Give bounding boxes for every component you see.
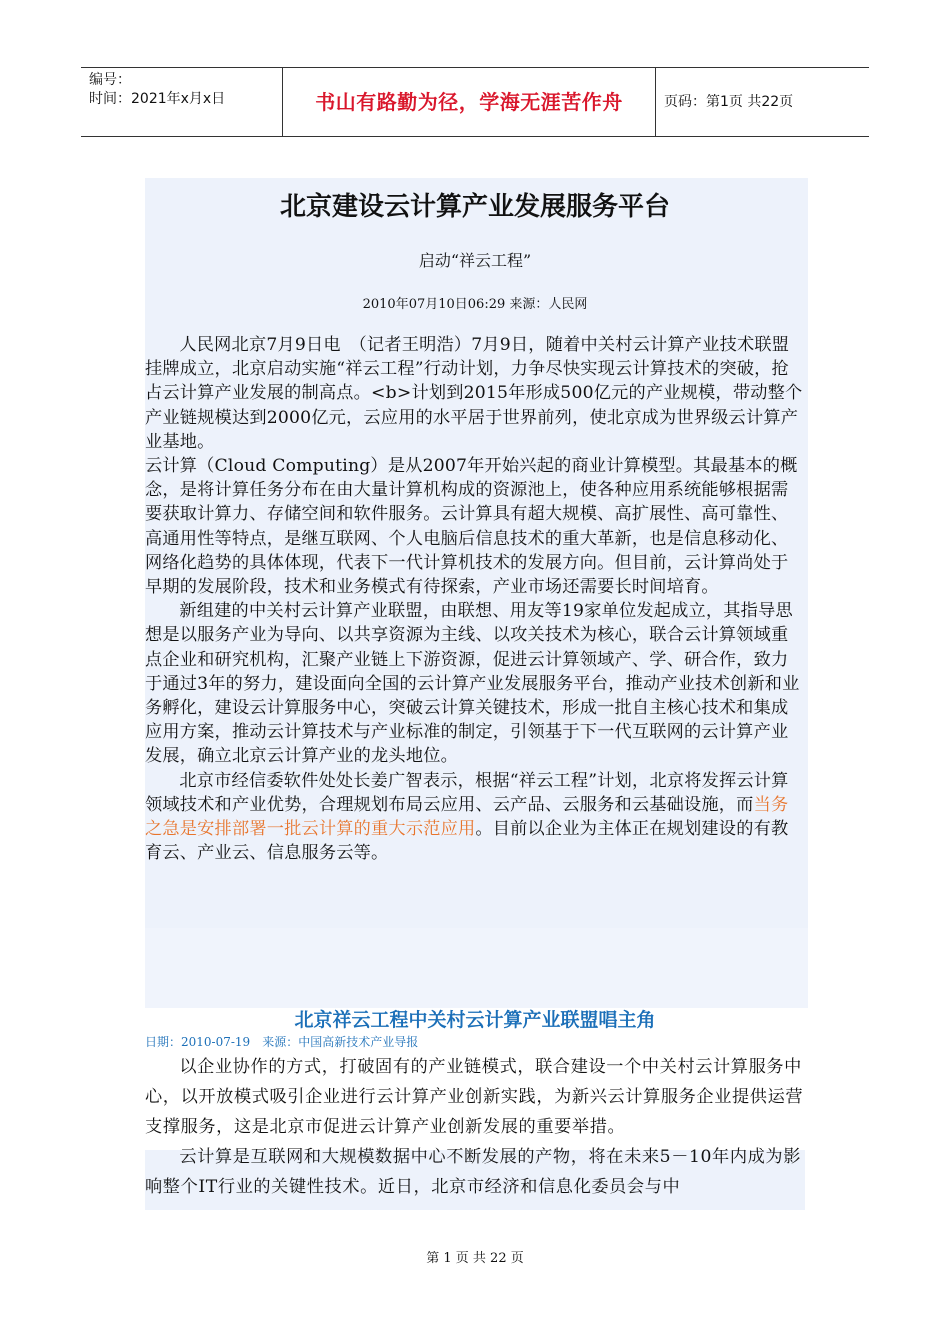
header-doc-info (81, 68, 282, 136)
article2-title: 北京祥云工程中关村云计算产业联盟唱主角 (294, 1009, 656, 1031)
article1-body (145, 333, 805, 865)
article1-paragraph-4 (145, 769, 805, 866)
article-gap-background (145, 928, 808, 1008)
header-motto: 书山有路勤为径，学海无涯苦作舟 (282, 68, 656, 136)
article1-paragraph-2: 云计算（Cloud Computing）是从2007年开始兴起的商业计算模型。其最基本的概念，是将计算任务分布在由大量计算机构成的资源池上，使各种应用系统能够根据需要获取计算力、存储空间和软件服务。云计算具有超大规模、高扩展性、高可靠性、高通用性等特点，是继互联网、个人电脑后信息技术的重大革新，也是信息移动化、网络化趋势的具体体现，代表下一代计算机技术的发展方向。但目前，云计算尚处于早期的发展阶段，技术和业务模式有待探索，产业市场还需要长时间培育。 (145, 456, 798, 598)
header-number-label: 编号： (89, 72, 131, 88)
article1-p4-highlight: 当务之急是安排部署一批云计算的重大示范应用 (145, 794, 789, 840)
article2-paragraph-1: 以企业协作的方式，打破固有的产业链模式，联合建设一个中关村云计算服务中心，以开放模式吸引企业进行云计算产业创新实践，为新兴云计算服务企业提供运营支撑服务，这是北京市促进云计算产业创新发展的重要举措。 (145, 1057, 804, 1137)
article1-meta: 2010年07月10日06:29 来源：人民网 (362, 297, 588, 312)
page-footer: 第 1 页 共 22 页 (426, 1251, 524, 1266)
article1-subtitle: 启动“祥云工程” (418, 251, 532, 270)
page-header (81, 67, 869, 137)
article2-meta: 日期：2010-07-19 来源：中国高新技术产业导报 (145, 1035, 419, 1049)
header-time-label: 时间：2021年x月x日 (89, 91, 226, 107)
article1-p4-after: 。目前以企业为主体正在规划建设的有教育云、产业云、信息服务云等。 (145, 819, 789, 864)
article1-title: 北京建设云计算产业发展服务平台 (279, 192, 670, 222)
article1-paragraph-1: 人民网北京7月9日电 （记者王明浩）7月9日，随着中关村云计算产业技术联盟挂牌成立，北京启动实施“祥云工程”行动计划，力争尽快实现云计算技术的突破，抢占云计算产业发展的制高点。<b>计划到2015年形成500亿元的产业规模，带动整个产业链规模达到2000亿元，云应用的水平居于世界前列，使北京成为世界级云计算产业基地。 (145, 335, 803, 452)
article1-paragraph-3: 新组建的中关村云计算产业联盟，由联想、用友等19家单位发起成立，其指导思想是以服务产业为导向、以共享资源为主线、以攻关技术为核心，联合云计算领域重点企业和研究机构，汇聚产业链上下游资源，促进云计算领域产、学、研合作，致力于通过3年的努力，建设面向全国的云计算产业发展服务平台，推动产业技术创新和业务孵化，建设云计算服务中心，突破云计算关键技术，形成一批自主核心技术和集成应用方案，推动云计算技术与产业标准的制定，引领基于下一代互联网的云计算产业发展，确立北京云计算产业的龙头地位。 (145, 601, 800, 767)
article2-paragraph-2: 云计算是互联网和大规模数据中心不断发展的产物，将在未来5－10年内成为影响整个IT行业的关键性技术。近日，北京市经济和信息化委员会与中 (145, 1147, 801, 1197)
article2-body (145, 1052, 805, 1202)
header-page-info: 页码：第1页 共22页 (664, 94, 794, 110)
article1-p4-before: 北京市经信委软件处处长姜广智表示，根据“祥云工程”计划，北京将发挥云计算领域技术和产业优势，合理规划布局云应用、云产品、云服务和云基础设施，而 (145, 770, 789, 815)
